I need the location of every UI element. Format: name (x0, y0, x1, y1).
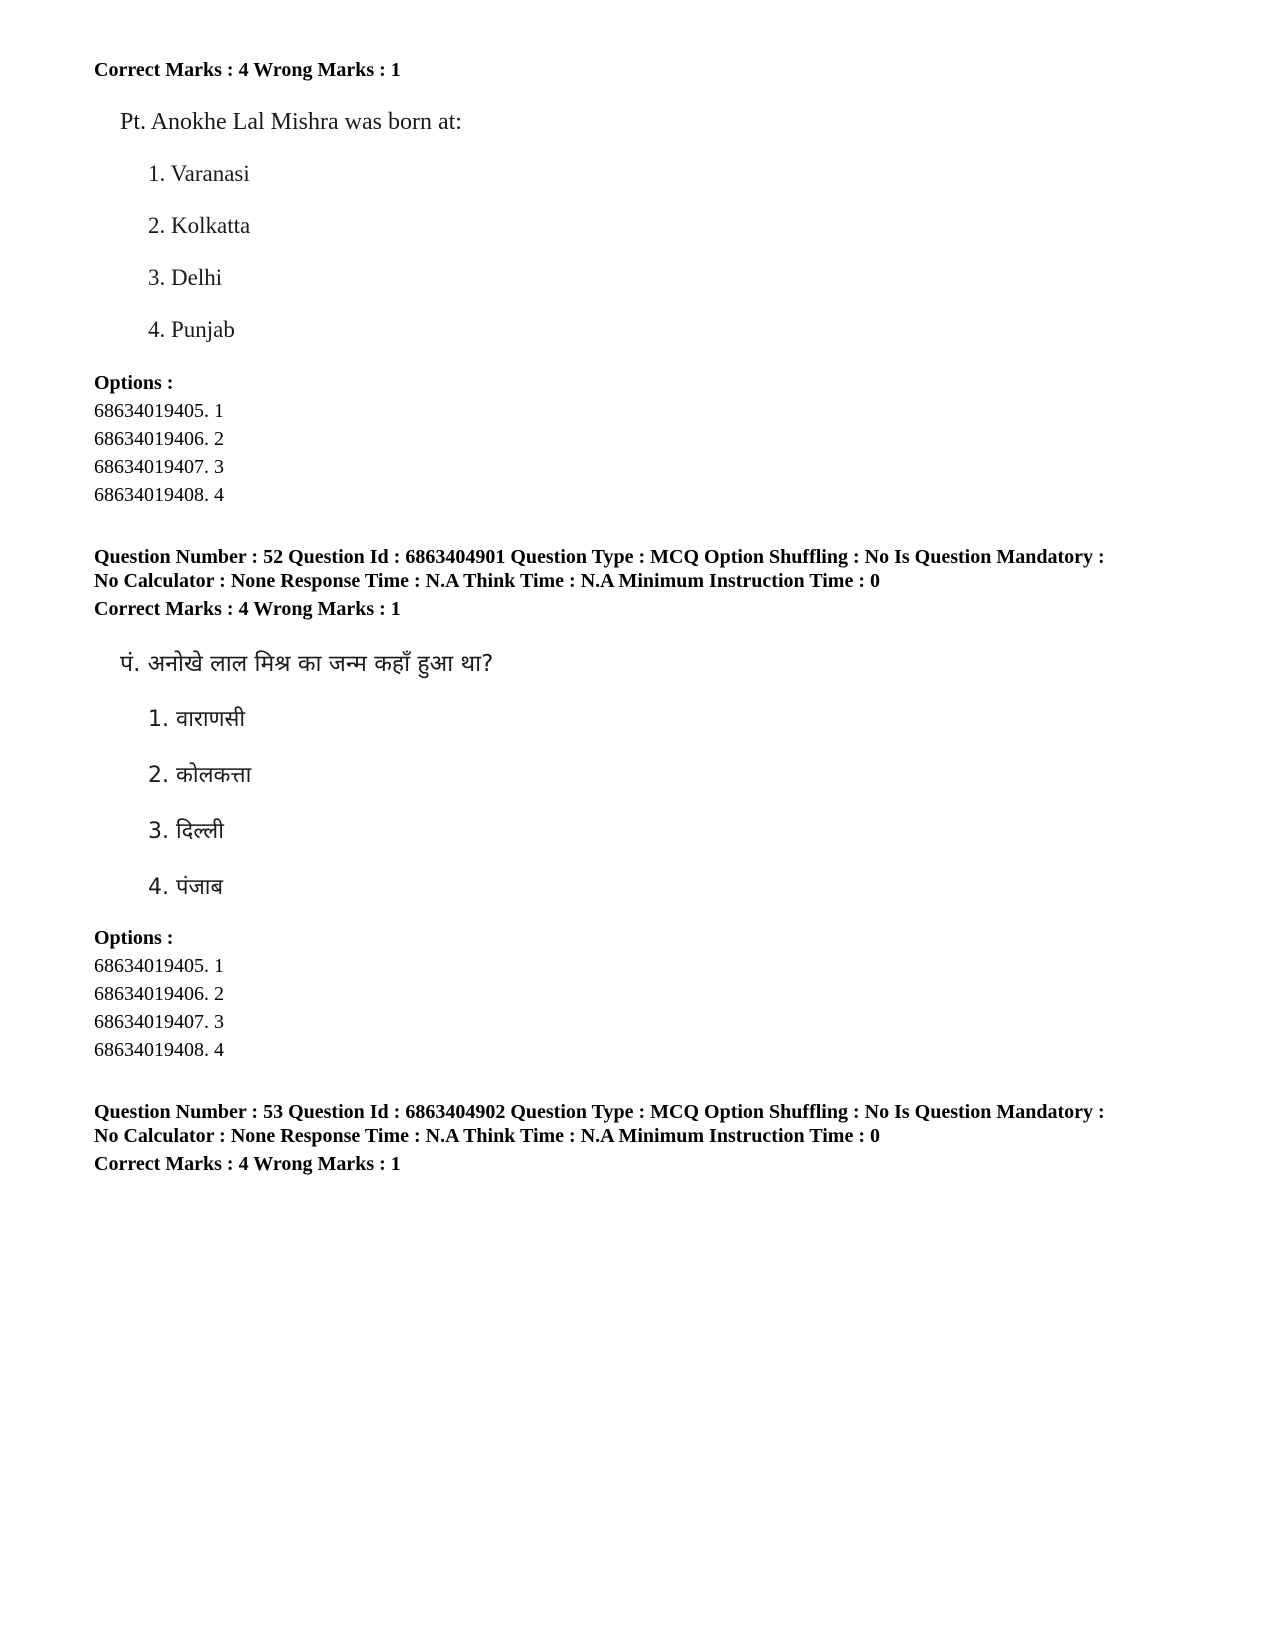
question-header-line1: Question Number : 53 Question Id : 6863404902 Question Type : MCQ Option Shuffling : No Is Question Mandatory : (94, 1101, 1105, 1123)
option-id: 68634019406. 2 (94, 983, 224, 1005)
question-text: पं. अनोखे लाल मिश्र का जन्म कहाँ हुआ था? (120, 651, 494, 677)
question-header-line2: No Calculator : None Response Time : N.A Think Time : N.A Minimum Instruction Time : 0 (94, 1125, 880, 1147)
option-id: 68634019408. 4 (94, 484, 224, 506)
choice-item: 3. दिल्ली (148, 819, 224, 844)
option-id: 68634019407. 3 (94, 1011, 224, 1033)
choice-item: 4. Punjab (148, 317, 235, 342)
options-label: Options : (94, 927, 174, 949)
option-id: 68634019406. 2 (94, 428, 224, 450)
option-id: 68634019407. 3 (94, 456, 224, 478)
choice-item: 1. वाराणसी (148, 707, 246, 732)
marks-line: Correct Marks : 4 Wrong Marks : 1 (94, 1153, 401, 1175)
choice-item: 3. Delhi (148, 265, 223, 290)
option-id: 68634019405. 1 (94, 955, 224, 977)
marks-line: Correct Marks : 4 Wrong Marks : 1 (94, 598, 401, 620)
question-header-line2: No Calculator : None Response Time : N.A Think Time : N.A Minimum Instruction Time : 0 (94, 570, 880, 592)
choice-item: 1. Varanasi (148, 161, 250, 186)
question-text: Pt. Anokhe Lal Mishra was born at: (120, 109, 462, 135)
option-id: 68634019405. 1 (94, 400, 224, 422)
choice-item: 2. Kolkatta (148, 213, 251, 238)
option-id: 68634019408. 4 (94, 1039, 224, 1061)
question-header-line1: Question Number : 52 Question Id : 6863404901 Question Type : MCQ Option Shuffling : No Is Question Mandatory : (94, 546, 1105, 568)
choice-item: 2. कोलकत्ता (148, 763, 252, 788)
options-label: Options : (94, 372, 174, 394)
choice-item: 4. पंजाब (148, 875, 224, 900)
marks-line: Correct Marks : 4 Wrong Marks : 1 (94, 59, 401, 81)
